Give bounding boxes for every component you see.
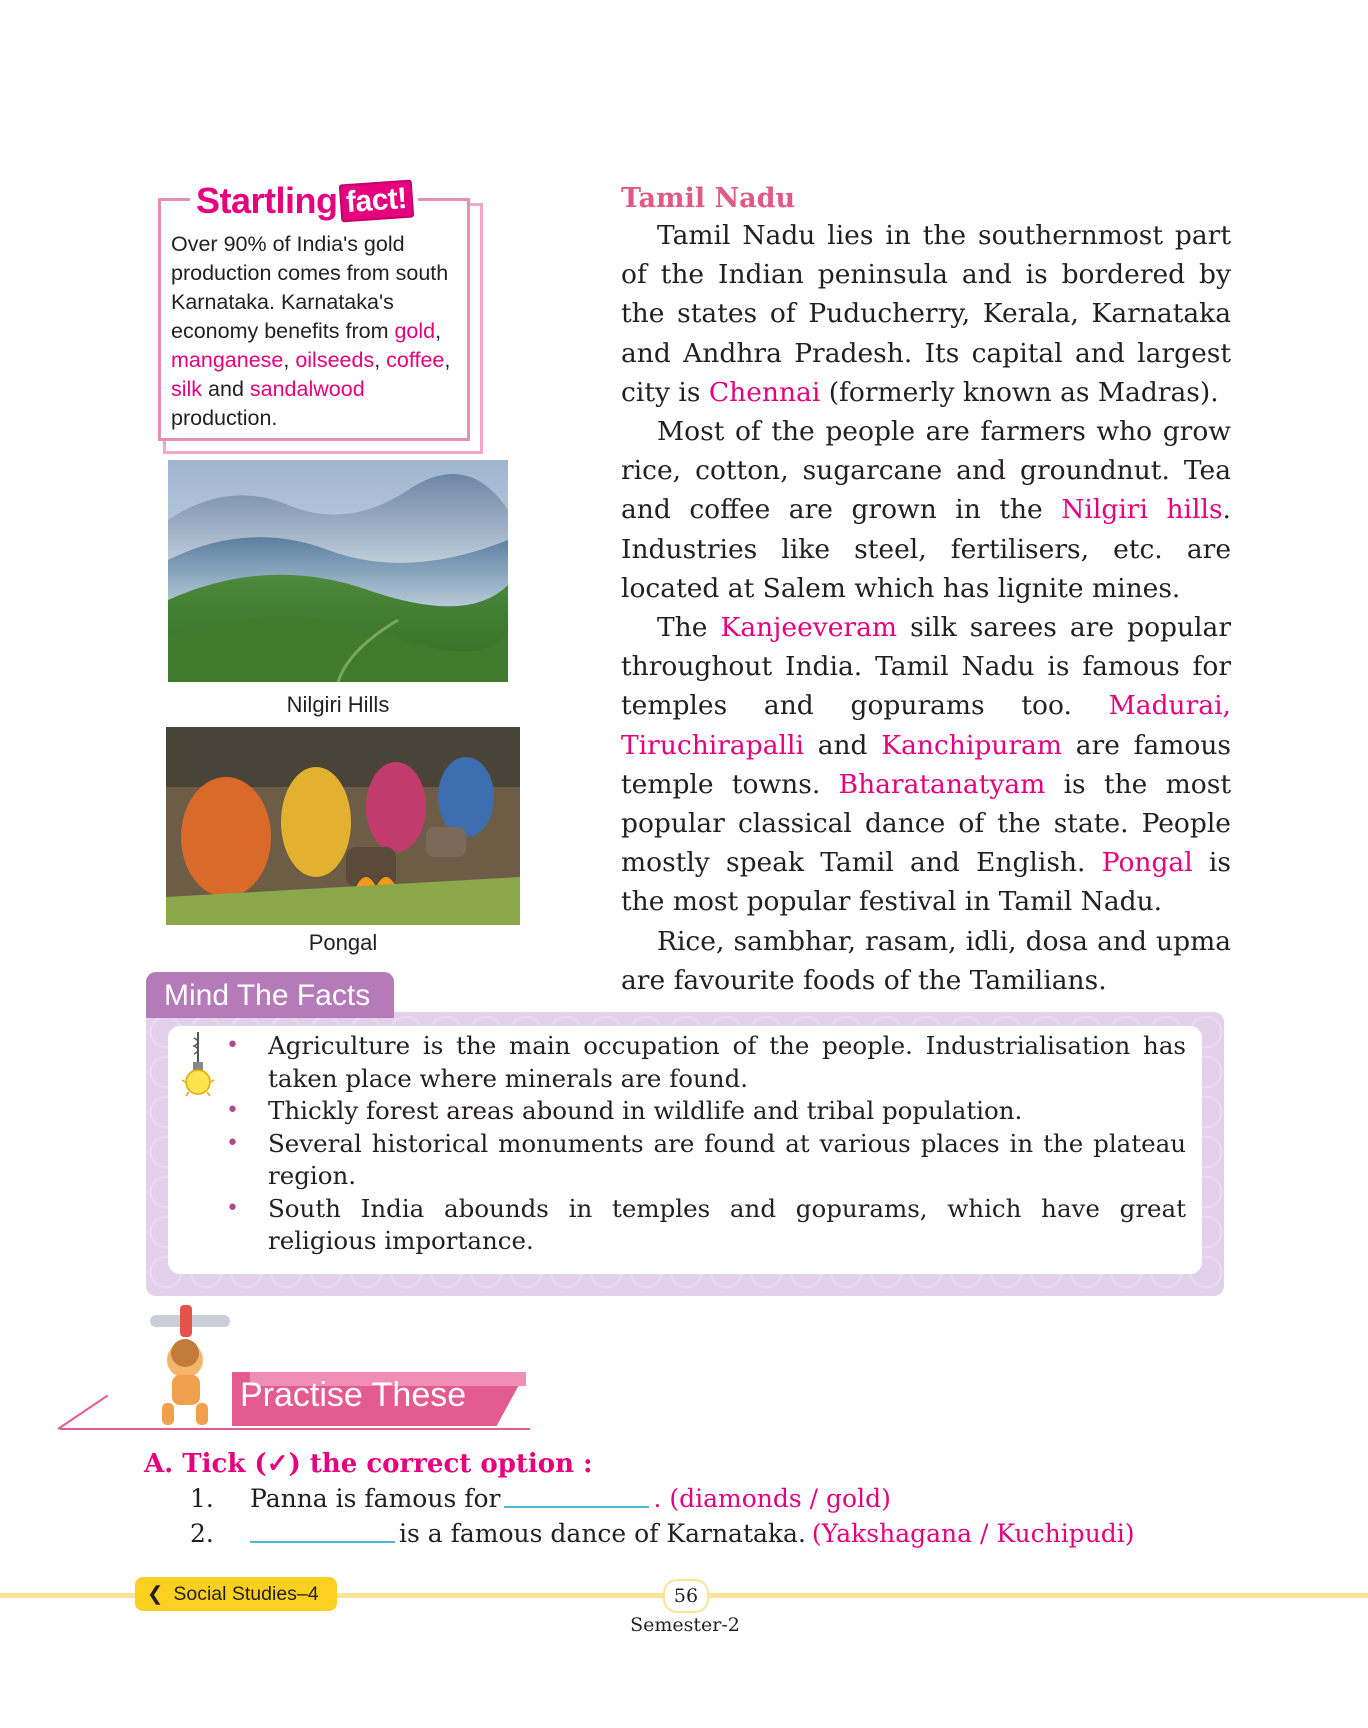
highlight-madurai: Madurai, Tiruchirapalli [621,690,1231,761]
book-title: Social Studies–4 [173,1583,319,1605]
pongal-caption: Pongal [308,930,378,955]
mind-the-facts-title: Mind The Facts [146,972,394,1018]
highlight-bharatanatyam: Bharatanatyam [838,768,1046,800]
paragraph-4: Rice, sambhar, rasam, idli, dosa and upma are favourite foods of the Tamilians. [621,925,1231,996]
question-options: . (diamonds / gold) [653,1484,891,1513]
question-number: 1. [190,1484,214,1513]
highlight-nilgiri: Nilgiri hills [1061,494,1223,526]
question-number: 2. [190,1519,214,1548]
highlight-manganese: manganese [171,348,284,372]
paragraph-3: The Kanjeeveram silk sarees are popular throughout India. Tamil Nadu is famous for temples and gopurams too. Madurai, Tiruchirapalli and Kanchipuram are famous temple towns. Bharatanatyam is the most popular classical dance of the state. People mostly speak Tamil and English. Pongal is the most popular festival in Tamil Nadu. [621,612,1232,918]
highlight-coffee: coffee [386,348,445,372]
fact-badge: fact! [338,180,413,223]
question-1 [190,1484,891,1513]
question-2 [190,1519,1135,1548]
section-a-heading: A. Tick (✓) the correct option : [144,1449,593,1479]
startling-fact-text: Over 90% of India's gold production comes from south Karnataka. Karnataka's economy benefits from gold, manganese, oilseeds, coffee, silk and sandalwood production. [171,232,451,430]
mind-the-facts-list [218,1030,1186,1258]
question-text: is a famous dance of Karnataka. [399,1519,806,1548]
highlight-sandalwood: sandalwood [249,377,365,401]
chevron-left-icon: ❮ [147,1583,164,1605]
highlight-chennai: Chennai [708,376,821,408]
nilgiri-caption: Nilgiri Hills [286,692,390,717]
list-item: • Agriculture is the main occupation of the people. Industrialisation has taken place where minerals are found. [226,1031,1186,1093]
child-with-airplane-icon [140,1305,240,1430]
startling-fact-title [190,180,418,222]
paragraph-2: Most of the people are farmers who grow rice, cotton, sugarcane and groundnut. Tea and coffee are grown in the Nilgiri hills. Industries like steel, fertilisers, etc. are located at Salem which has lignite mines. [621,416,1231,604]
question-options: (Yakshagana / Kuchipudi) [811,1519,1135,1548]
nilgiri-hills-photo [168,460,508,682]
divider [60,1428,530,1430]
page-number: 56 [663,1579,709,1613]
pongal-photo [166,727,520,925]
highlight-gold: gold [394,319,436,343]
answer-blank[interactable] [504,1484,649,1508]
list-item: • Several historical monuments are found at various places in the plateau region. [226,1128,1186,1190]
highlight-kanjeeveram: Kanjeeveram [720,612,898,644]
book-title-tab [135,1577,337,1611]
divider [57,1395,108,1430]
highlight-oilseeds: oilseeds [295,348,375,372]
highlight-pongal: Pongal [1101,847,1193,879]
tamil-nadu-body [621,216,1231,1000]
list-item: • South India abounds in temples and gopurams, which have great religious importance. [226,1193,1186,1255]
light-bulb-icon [180,1032,216,1112]
answer-blank[interactable] [250,1519,395,1543]
paragraph-1: Tamil Nadu lies in the southernmost part of the Indian peninsula and is bordered by the states of Puducherry, Kerala, Karnataka and Andhra Pradesh. Its capital and largest city is Chennai (formerly known as Madras). [621,220,1231,408]
tamil-nadu-heading: Tamil Nadu [621,183,796,214]
startling-word: Startling [196,180,338,221]
practise-these-title: Practise These [240,1376,467,1414]
question-text: Panna is famous for [250,1484,501,1513]
highlight-kanchipuram: Kanchipuram [881,729,1062,761]
semester-label: Semester-2 [630,1614,740,1636]
highlight-silk: silk [171,377,203,401]
list-item: • Thickly forest areas abound in wildlife and tribal population. [226,1096,1023,1125]
